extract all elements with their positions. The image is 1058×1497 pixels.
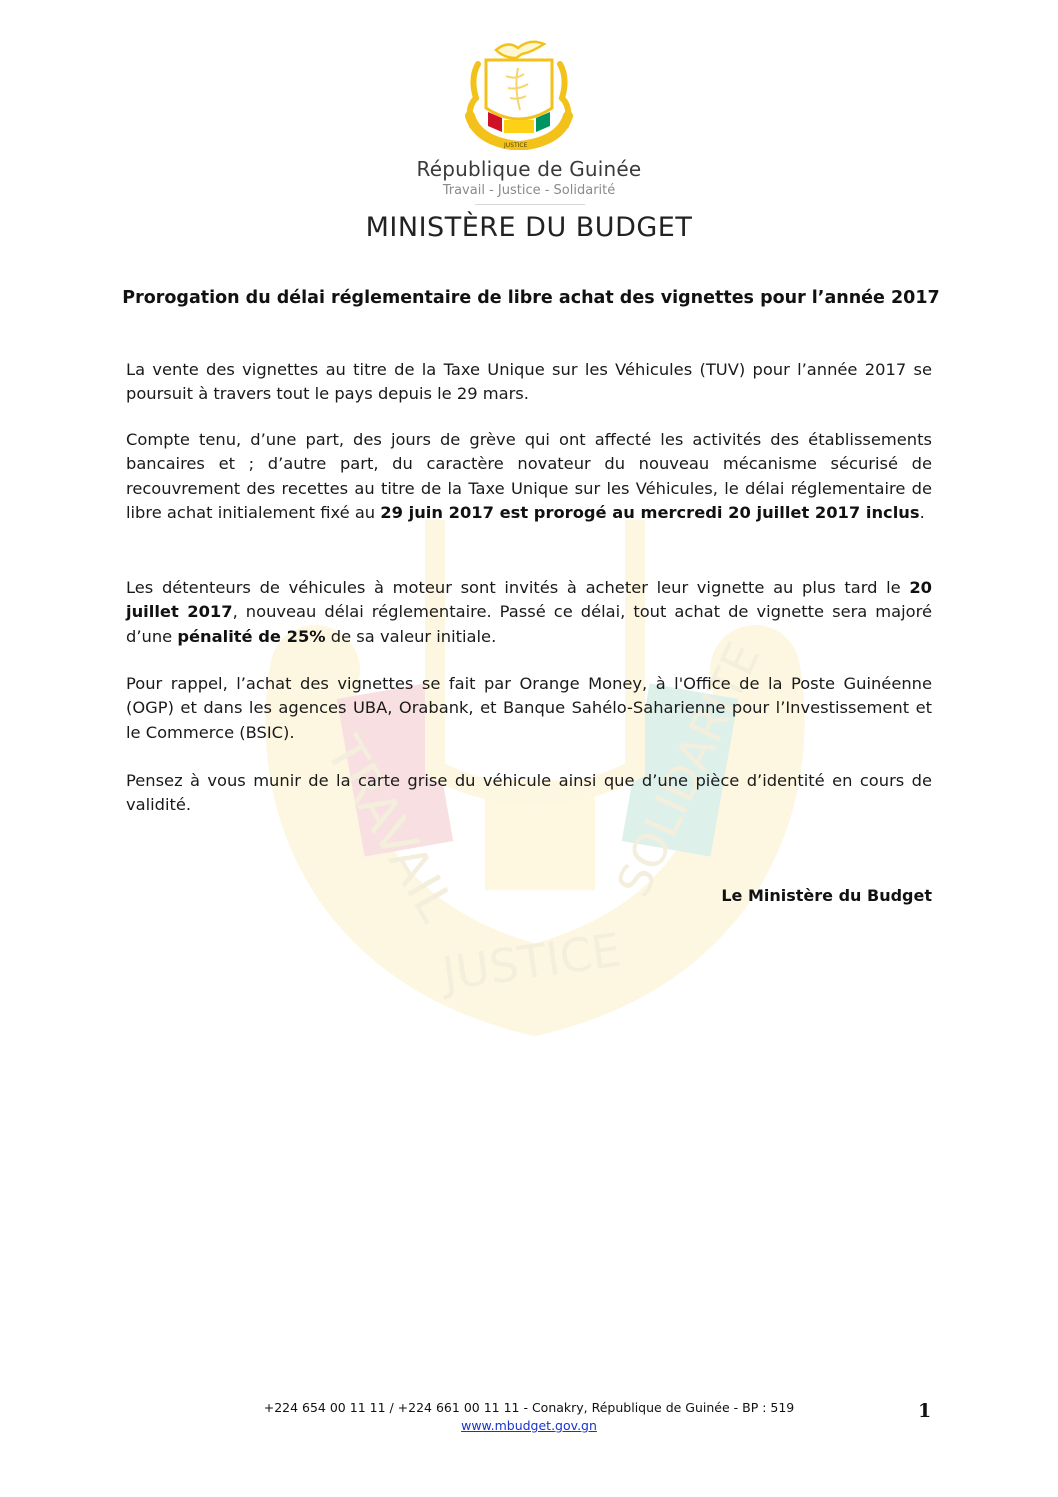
- paragraph-5: [126, 769, 932, 818]
- footer-website-wrapper: [0, 1418, 1058, 1433]
- text-run: de sa valeur initiale.: [325, 626, 497, 646]
- paragraph-4: [126, 672, 932, 745]
- signature: Le Ministère du Budget: [721, 886, 932, 905]
- text-run: .: [919, 502, 925, 522]
- header-divider: [475, 204, 585, 205]
- text-run: Les détenteurs de véhicules à moteur sont invités à acheter leur vignette au plus tard le: [126, 578, 910, 597]
- paragraph-3: [126, 576, 932, 649]
- national-motto: Travail - Justice - Solidarité: [442, 183, 616, 198]
- watermark-word-justice: JUSTICE: [439, 922, 625, 1001]
- footer-contact: +224 654 00 11 11 / +224 661 00 11 11 - Conakry, République de Guinée - BP : 519: [263, 1400, 795, 1415]
- website-link[interactable]: www.mbudget.gov.gn: [461, 1418, 597, 1433]
- paragraph-1: [126, 358, 932, 407]
- emphasized-text: 20 juillet 2017: [126, 578, 932, 622]
- text-run: La vente des vignettes au titre de la Taxe Unique sur les Véhicules (TUV) pour l’année 2017 se poursuit à travers tout le pays depuis le 29 mars.: [126, 360, 932, 404]
- page-number: 1: [918, 1400, 932, 1422]
- text-run: Pour rappel, l’achat des vignettes se fait par Orange Money, à l'Office de la Poste Guinéenne (OGP) et dans les agences UBA, Orabank, et Banque Sahélo-Saharienne pour l’Investissement et le Commerce (BSIC).: [126, 674, 932, 742]
- text-run: , nouveau délai réglementaire. Passé ce délai, tout achat de vignette sera majoré d’une: [126, 602, 932, 646]
- emphasized-text: 29 juin 2017 est prorogé au mercredi 20 juillet 2017 inclus: [380, 502, 920, 522]
- coat-of-arms-icon: [458, 38, 580, 150]
- ministry-name: MINISTÈRE DU BUDGET: [365, 212, 693, 243]
- watermark-word-solidarite: SOLIDARITE: [606, 634, 771, 905]
- country-name: République de Guinée: [416, 157, 642, 181]
- emblem-word-justice: JUSTICE: [504, 142, 528, 149]
- watermark-word-travail: TRAVAIL: [314, 727, 466, 932]
- paragraph-2: [126, 428, 932, 525]
- text-run: Pensez à vous munir de la carte grise du véhicule ainsi que d’une pièce d’identité en cours de validité.: [126, 771, 932, 815]
- emphasized-text: pénalité de 25%: [177, 626, 326, 646]
- text-run: Compte tenu, d’une part, des jours de grève qui ont affecté les activités des établissements bancaires et ; d’autre part, du caractère novateur du nouveau mécanisme sécurisé de recouvrement des recettes au titre de la Taxe Unique sur les Véhicules, le délai réglementaire de libre achat initialement fixé au: [126, 430, 932, 522]
- document-title: Prorogation du délai réglementaire de libre achat des vignettes pour l’année 2017: [122, 288, 940, 308]
